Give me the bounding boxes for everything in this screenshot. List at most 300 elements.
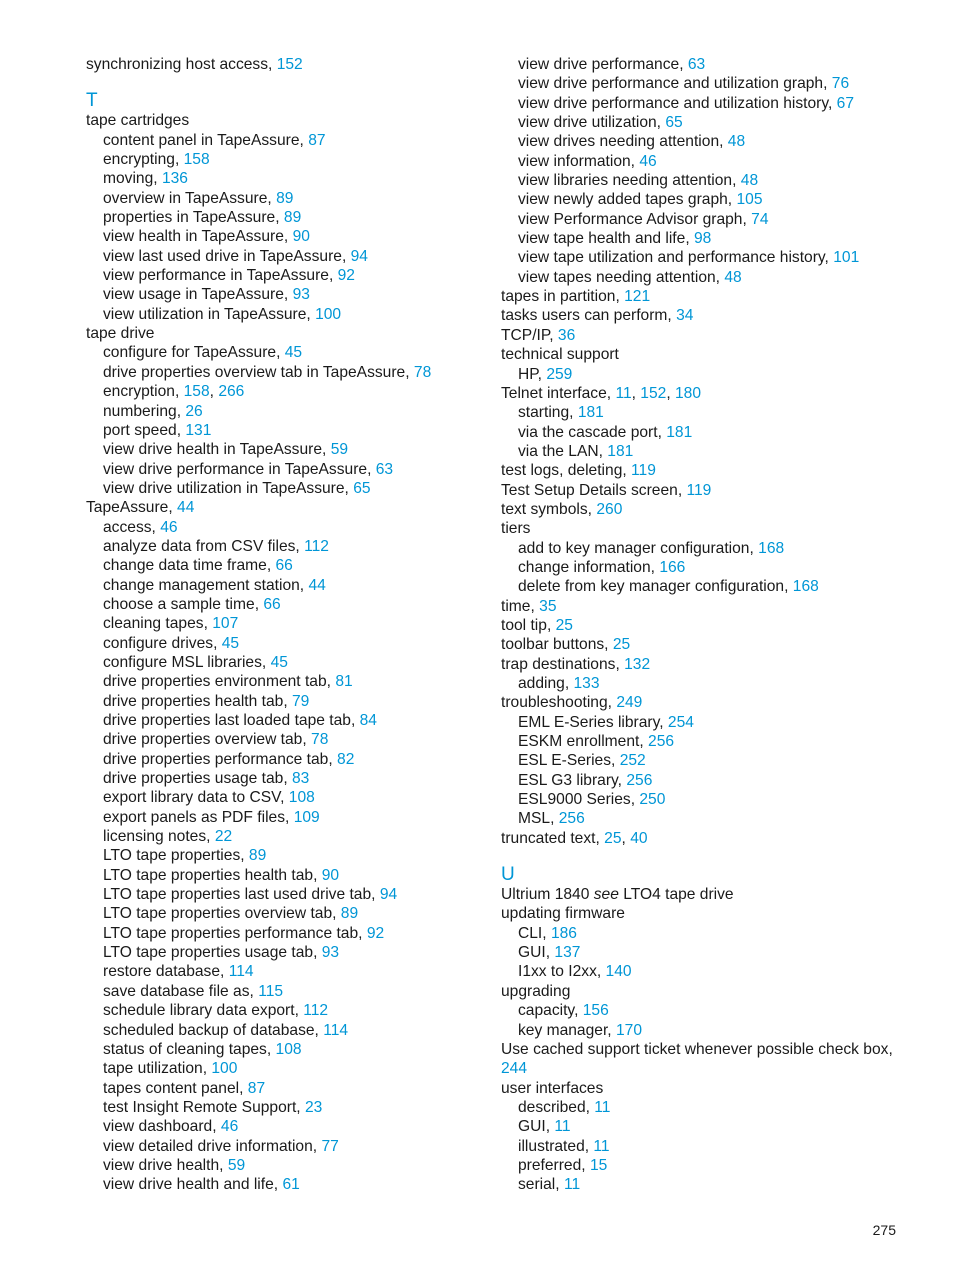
- page-link[interactable]: 112: [304, 537, 329, 555]
- index-entry: tapes content panel, 87: [103, 1079, 266, 1097]
- page-link[interactable]: 260: [596, 500, 623, 518]
- index-entry: LTO tape properties, 89: [103, 847, 267, 865]
- index-entry: drive properties overview tab, 78: [103, 731, 329, 749]
- index-column-right: [501, 55, 901, 1195]
- index-entry: EML E-Series library, 254: [518, 713, 694, 731]
- page-link[interactable]: 92: [366, 924, 385, 942]
- page-link[interactable]: 81: [335, 673, 353, 691]
- page-link[interactable]: 166: [659, 558, 686, 576]
- page-link[interactable]: 109: [293, 808, 320, 826]
- page-link[interactable]: 98: [694, 230, 712, 248]
- index-entry: numbering, 26: [103, 402, 203, 420]
- index-entry: troubleshooting, 249: [501, 694, 643, 712]
- index-term: encrypting: [103, 151, 175, 169]
- index-term: LTO tape properties usage tab: [103, 944, 314, 962]
- index-term: content panel in TapeAssure: [103, 131, 300, 149]
- index-term: described: [518, 1098, 586, 1116]
- page-link[interactable]: 152: [276, 56, 303, 73]
- index-term: view drive performance and utilization graph: [518, 75, 824, 93]
- page-link[interactable]: 89: [276, 189, 294, 207]
- page-link[interactable]: 11: [593, 1137, 610, 1155]
- page-link[interactable]: 170: [615, 1021, 642, 1039]
- index-term: overview in TapeAssure: [103, 189, 268, 207]
- index-term: view drives needing attention: [518, 133, 720, 151]
- page-link[interactable]: 78: [311, 731, 329, 749]
- index-term: GUI: [518, 1118, 546, 1136]
- index-term: configure drives: [103, 634, 214, 652]
- page-link[interactable]: 89: [248, 847, 267, 865]
- page-link[interactable]: 34: [676, 307, 694, 325]
- index-entry: LTO tape properties usage tab, 93: [103, 944, 340, 962]
- index-term: Ultrium 1840: [501, 886, 594, 904]
- index-entry: change management station, 44: [103, 576, 326, 594]
- page-link[interactable]: 11: [615, 384, 632, 402]
- index-entry: encryption, 158, 266: [103, 383, 245, 401]
- index-entry: configure MSL libraries, 45: [103, 653, 288, 671]
- page-link[interactable]: 90: [321, 866, 340, 884]
- index-entry: schedule library data export, 112: [103, 1002, 329, 1020]
- page-link[interactable]: 168: [758, 539, 785, 557]
- index-term: LTO tape properties last used drive tab: [103, 886, 372, 904]
- page-link[interactable]: 79: [291, 692, 310, 710]
- page-link[interactable]: 252: [619, 752, 646, 770]
- page-link[interactable]: 168: [792, 578, 819, 596]
- index-term: tape cartridges: [86, 112, 190, 130]
- index-entry: view performance in TapeAssure, 92: [103, 267, 355, 285]
- index-term: analyze data from CSV files: [103, 537, 296, 555]
- page-link[interactable]: 40: [630, 829, 648, 847]
- index-entry: drive properties last loaded tape tab, 84: [103, 712, 377, 729]
- index-entry: view drive utilization, 65: [518, 114, 683, 132]
- index-entry: change information, 166: [518, 558, 686, 576]
- page-link[interactable]: 158: [183, 383, 210, 401]
- page-link[interactable]: 59: [227, 1156, 246, 1174]
- page-link[interactable]: 59: [330, 441, 349, 459]
- index-term: view libraries needing attention: [518, 172, 733, 190]
- index-entry: ESKM enrollment, 256: [518, 733, 675, 751]
- index-entry: MSL, 256: [518, 810, 585, 828]
- page-link[interactable]: 254: [667, 713, 694, 731]
- index-term: view drive utilization in TapeAssure: [103, 479, 345, 497]
- index-term: updating firmware: [501, 905, 625, 923]
- index-entry: view drive health in TapeAssure, 59: [103, 441, 349, 459]
- page-link[interactable]: 259: [546, 365, 573, 383]
- index-entry: overview in TapeAssure, 89: [103, 189, 294, 207]
- page-link[interactable]: 256: [558, 810, 585, 828]
- index-term: preferred: [518, 1156, 582, 1174]
- index-term: LTO tape properties health tab: [103, 866, 314, 884]
- page-link[interactable]: 83: [291, 770, 310, 788]
- index-term: synchronizing host access: [86, 56, 269, 73]
- index-term: view usage in TapeAssure: [103, 286, 284, 304]
- index-term: view detailed drive information: [103, 1137, 313, 1155]
- index-entry: [501, 904, 901, 923]
- index-term: view tapes needing attention: [518, 268, 716, 286]
- index-entry: cleaning tapes, 107: [103, 615, 239, 633]
- index-term: Use cached support ticket whenever possible check box: [501, 1040, 889, 1058]
- index-entry: GUI, 137: [518, 944, 581, 962]
- page-link[interactable]: 181: [607, 442, 634, 460]
- page-link[interactable]: 89: [340, 905, 359, 923]
- page-link[interactable]: 133: [573, 675, 600, 692]
- index-entry: choose a sample time, 66: [103, 595, 281, 613]
- page-link[interactable]: 25: [604, 829, 622, 847]
- index-entry: view newly added tapes graph, 105: [518, 191, 763, 209]
- index-term: truncated text: [501, 829, 596, 847]
- index-term: HP: [518, 365, 538, 383]
- page-link[interactable]: 121: [624, 288, 651, 306]
- page-link[interactable]: 48: [740, 172, 759, 190]
- page-link[interactable]: 119: [686, 481, 712, 499]
- index-term: view last used drive in TapeAssure: [103, 247, 342, 265]
- index-entry: view utilization in TapeAssure, 100: [103, 305, 342, 323]
- page-link[interactable]: 112: [303, 1002, 329, 1020]
- index-term: illustrated: [518, 1137, 585, 1155]
- page-link[interactable]: 63: [375, 460, 394, 478]
- page-link[interactable]: 25: [555, 616, 573, 634]
- index-term: change information: [518, 558, 651, 576]
- index-term: view performance in TapeAssure: [103, 267, 329, 285]
- page-link[interactable]: 11: [594, 1098, 611, 1116]
- index-term: tapes in partition: [501, 288, 616, 306]
- page-link[interactable]: 115: [258, 982, 284, 1000]
- page-link[interactable]: 89: [283, 209, 302, 227]
- page-link[interactable]: 48: [727, 133, 746, 151]
- page-link[interactable]: 93: [292, 286, 310, 304]
- index-term: choose a sample time: [103, 595, 255, 613]
- index-term: toolbar buttons: [501, 636, 605, 654]
- index-term: tape utilization: [103, 1060, 203, 1078]
- index-term: delete from key manager configuration: [518, 578, 785, 596]
- index-term: configure for TapeAssure: [103, 344, 277, 362]
- page-link[interactable]: 249: [616, 694, 643, 712]
- index-entry: encrypting, 158: [103, 151, 210, 169]
- index-term: drive properties overview tab in TapeAssure: [103, 363, 406, 381]
- page-link[interactable]: 244: [501, 1060, 528, 1078]
- index-entry: view health in TapeAssure, 90: [103, 228, 310, 246]
- index-entry: [86, 111, 486, 130]
- page-link[interactable]: 61: [282, 1176, 300, 1194]
- page-link[interactable]: 180: [675, 384, 702, 402]
- index-entry: LTO tape properties performance tab, 92: [103, 924, 385, 942]
- index-entry: ESL G3 library, 256: [518, 771, 653, 789]
- index-entry: serial, 11: [518, 1176, 581, 1194]
- page-link[interactable]: 22: [214, 828, 233, 846]
- index-entry: view last used drive in TapeAssure, 94: [103, 247, 368, 265]
- index-term: key manager: [518, 1021, 608, 1039]
- page-link[interactable]: 82: [337, 750, 355, 768]
- page-link[interactable]: 119: [631, 462, 656, 480]
- index-term: I1xx to I2xx: [518, 963, 597, 981]
- index-term: restore database: [103, 963, 221, 981]
- index-term: view drive performance and utilization history: [518, 94, 828, 112]
- page-link[interactable]: 44: [308, 576, 326, 594]
- page-link[interactable]: 46: [220, 1118, 239, 1136]
- index-term: encryption: [103, 383, 175, 401]
- index-entry: view drive performance and utilization history, 67: [518, 94, 855, 112]
- page-link[interactable]: 48: [724, 268, 742, 286]
- index-entry: view drive health, 59: [103, 1156, 246, 1174]
- index-entry: TCP/IP, 36: [501, 326, 576, 344]
- index-entry: status of cleaning tapes, 108: [103, 1040, 302, 1058]
- page-link[interactable]: 87: [247, 1079, 266, 1097]
- index-term: CLI: [518, 924, 543, 942]
- page-link[interactable]: 92: [337, 267, 355, 285]
- page-link[interactable]: 107: [212, 615, 239, 633]
- page-link[interactable]: 93: [321, 944, 340, 962]
- index-entry: properties in TapeAssure, 89: [103, 209, 302, 227]
- index-term: save database file as: [103, 982, 250, 1000]
- index-entry: configure for TapeAssure, 45: [103, 344, 303, 362]
- page-number: 275: [872, 1222, 896, 1238]
- page-link[interactable]: 140: [605, 963, 632, 981]
- index-entry: preferred, 15: [518, 1156, 608, 1174]
- index-entry: truncated text, 25, 40: [501, 829, 648, 847]
- index-term: export panels as PDF files: [103, 808, 286, 826]
- index-entry: synchronizing host access, 152: [86, 56, 303, 73]
- page-link[interactable]: 114: [323, 1021, 349, 1039]
- index-term: drive properties health tab: [103, 692, 284, 710]
- page-link[interactable]: 78: [413, 363, 432, 381]
- page-link[interactable]: 108: [275, 1040, 302, 1058]
- page-link[interactable]: 90: [292, 228, 310, 246]
- page-link[interactable]: 181: [577, 404, 604, 422]
- index-term: ESL9000 Series: [518, 791, 631, 809]
- index-term: view drive health in TapeAssure: [103, 441, 323, 459]
- index-entry: [501, 885, 901, 904]
- page-link[interactable]: 156: [582, 1002, 609, 1020]
- page-link[interactable]: 186: [550, 924, 577, 942]
- page-link[interactable]: 46: [639, 152, 657, 170]
- index-term: trap destinations: [501, 655, 616, 673]
- index-entry: [501, 519, 901, 538]
- index-entry: view drive health and life, 61: [103, 1176, 300, 1194]
- index-entry: adding, 133: [518, 675, 600, 692]
- index-term: configure MSL libraries: [103, 653, 262, 671]
- index-entry: tape utilization, 100: [103, 1060, 238, 1078]
- page-link[interactable]: 36: [557, 326, 576, 344]
- page-link[interactable]: 76: [831, 75, 850, 93]
- index-entry: view information, 46: [518, 152, 657, 170]
- index-entry: restore database, 114: [103, 963, 254, 981]
- index-term: view utilization in TapeAssure: [103, 305, 307, 323]
- index-entry: LTO tape properties health tab, 90: [103, 866, 340, 884]
- index-entry: via the LAN, 181: [518, 442, 634, 460]
- index-entry: view drive performance and utilization graph, 76: [518, 75, 850, 93]
- page-link[interactable]: 66: [263, 595, 281, 613]
- page-link[interactable]: 63: [687, 56, 706, 73]
- index-term: drive properties overview tab: [103, 731, 303, 749]
- index-entry: LTO tape properties overview tab, 89: [103, 905, 359, 923]
- index-term: view drive health: [103, 1156, 220, 1174]
- index-term: LTO tape properties performance tab: [103, 924, 359, 942]
- index-entry: drive properties health tab, 79: [103, 692, 310, 710]
- index-term: ESKM enrollment: [518, 733, 640, 751]
- index-entry: view tape utilization and performance history, 101: [518, 249, 860, 267]
- page-link[interactable]: 94: [350, 247, 368, 265]
- page-link[interactable]: 266: [218, 383, 245, 401]
- page-link[interactable]: 26: [185, 402, 203, 420]
- index-entry: test Insight Remote Support, 23: [103, 1098, 323, 1116]
- page-link[interactable]: 44: [177, 499, 195, 517]
- index-entry: licensing notes, 22: [103, 828, 233, 846]
- index-entry: change data time frame, 66: [103, 557, 293, 575]
- index-term: ESL G3 library: [518, 771, 618, 789]
- page-link[interactable]: 100: [315, 305, 342, 323]
- index-entry: view detailed drive information, 77: [103, 1137, 339, 1155]
- index-entry: [86, 324, 486, 343]
- index-entry: Use cached support ticket whenever possible check box, 244: [501, 1040, 893, 1078]
- index-entry: trap destinations, 132: [501, 655, 651, 673]
- index-entry: Test Setup Details screen, 119: [501, 481, 712, 499]
- page-link[interactable]: 108: [288, 789, 315, 807]
- page-link[interactable]: 15: [589, 1156, 608, 1174]
- page-link[interactable]: 65: [665, 114, 683, 132]
- index-term: tool tip: [501, 616, 547, 634]
- page-link[interactable]: 114: [228, 963, 254, 981]
- index-entry: export panels as PDF files, 109: [103, 808, 320, 826]
- page-link[interactable]: 45: [221, 634, 240, 652]
- index-term: moving: [103, 170, 154, 188]
- index-entry: view tape health and life, 98: [518, 230, 712, 248]
- index-term: drive properties environment tab: [103, 673, 327, 691]
- index-term: MSL: [518, 810, 551, 828]
- index-entry: toolbar buttons, 25: [501, 636, 631, 654]
- page-link[interactable]: 256: [626, 771, 653, 789]
- page-link[interactable]: 23: [304, 1098, 323, 1116]
- index-term: change management station: [103, 576, 300, 594]
- index-term: LTO tape properties overview tab: [103, 905, 333, 923]
- page-link[interactable]: 158: [183, 151, 210, 169]
- index-entry: drive properties performance tab, 82: [103, 750, 355, 768]
- index-term: change data time frame: [103, 557, 267, 575]
- index-entry: scheduled backup of database, 114: [103, 1021, 349, 1039]
- page-link[interactable]: 45: [284, 344, 303, 362]
- index-section-letter: T: [86, 90, 98, 112]
- index-entry: [501, 345, 901, 364]
- index-term: properties in TapeAssure: [103, 209, 276, 227]
- page-link[interactable]: 256: [648, 733, 675, 751]
- index-entry: access, 46: [103, 518, 178, 536]
- index-entry: via the cascade port, 181: [518, 423, 693, 441]
- index-term: capacity: [518, 1002, 575, 1020]
- index-entry: view usage in TapeAssure, 93: [103, 286, 310, 304]
- page-link[interactable]: 45: [270, 653, 288, 671]
- page-link[interactable]: 131: [185, 421, 212, 439]
- page-link[interactable]: 77: [321, 1137, 339, 1155]
- page-link[interactable]: 25: [612, 636, 631, 654]
- index-term: access: [103, 518, 152, 536]
- page-link[interactable]: 152: [640, 384, 667, 402]
- page-link[interactable]: 74: [751, 210, 769, 228]
- index-term: view drive utilization: [518, 114, 657, 132]
- page-link[interactable]: 132: [624, 655, 651, 673]
- index-entry: view tapes needing attention, 48: [518, 268, 742, 286]
- page-link[interactable]: 137: [554, 944, 581, 962]
- index-term: via the cascade port: [518, 423, 658, 441]
- index-entry: capacity, 156: [518, 1002, 609, 1020]
- index-term: drive properties usage tab: [103, 770, 284, 788]
- index-term: view drive health and life: [103, 1176, 274, 1194]
- index-term: view health in TapeAssure: [103, 228, 284, 246]
- index-entry: drive properties overview tab in TapeAssure, 78: [103, 363, 432, 381]
- index-entry: view drive utilization in TapeAssure, 65: [103, 479, 371, 497]
- index-term: port speed: [103, 421, 177, 439]
- index-entry: tapes in partition, 121: [501, 288, 651, 306]
- index-term: tasks users can perform: [501, 307, 668, 325]
- index-entry: configure drives, 45: [103, 634, 240, 652]
- index-entry: described, 11: [518, 1098, 611, 1116]
- page-link[interactable]: 136: [161, 170, 188, 188]
- index-entry: delete from key manager configuration, 168: [518, 578, 819, 596]
- index-entry: tasks users can perform, 34: [501, 307, 694, 325]
- page-link[interactable]: 67: [836, 94, 855, 112]
- page-link[interactable]: 11: [554, 1118, 571, 1136]
- index-term: view tape health and life: [518, 230, 686, 248]
- page-link[interactable]: 101: [833, 249, 860, 267]
- page-link[interactable]: 84: [359, 712, 377, 729]
- page-link[interactable]: 35: [539, 597, 557, 615]
- index-entry: view drives needing attention, 48: [518, 133, 746, 151]
- page-link[interactable]: 65: [353, 479, 371, 497]
- index-entry: content panel in TapeAssure, 87: [103, 131, 326, 149]
- page-link[interactable]: 181: [666, 423, 693, 441]
- index-entry: TapeAssure, 44: [86, 499, 195, 517]
- index-entry: time, 35: [501, 597, 557, 615]
- index-entry: view drive performance, 63: [518, 56, 706, 73]
- page-link[interactable]: 66: [275, 557, 293, 575]
- index-entry: starting, 181: [518, 404, 604, 422]
- index-term: view drive performance in TapeAssure: [103, 460, 368, 478]
- index-term: drive properties last loaded tape tab: [103, 712, 351, 729]
- index-term: drive properties performance tab: [103, 750, 329, 768]
- index-term: view newly added tapes graph: [518, 191, 728, 209]
- index-term: add to key manager configuration: [518, 539, 750, 557]
- index-entry: text symbols, 260: [501, 500, 623, 518]
- index-entry: CLI, 186: [518, 924, 577, 942]
- page-link[interactable]: 94: [379, 886, 398, 904]
- index-term: technical support: [501, 346, 619, 364]
- page-link[interactable]: 100: [211, 1060, 238, 1078]
- index-entry: view Performance Advisor graph, 74: [518, 210, 769, 228]
- index-entry: LTO tape properties last used drive tab, 94: [103, 886, 398, 904]
- index-term: view drive performance: [518, 56, 680, 73]
- index-term: time: [501, 597, 531, 615]
- index-term: export library data to CSV: [103, 789, 281, 807]
- index-term: user interfaces: [501, 1079, 604, 1097]
- index-entry: analyze data from CSV files, 112: [103, 537, 329, 555]
- index-entry: test logs, deleting, 119: [501, 462, 656, 480]
- index-term: GUI: [518, 944, 546, 962]
- index-term: Telnet interface: [501, 384, 607, 402]
- index-term: adding: [518, 675, 565, 692]
- index-entry: illustrated, 11: [518, 1137, 610, 1155]
- index-term: TapeAssure: [86, 499, 169, 517]
- index-entry: key manager, 170: [518, 1021, 642, 1039]
- see-reference-word: see: [593, 886, 619, 904]
- page-link[interactable]: 87: [308, 131, 326, 149]
- index-entry: drive properties environment tab, 81: [103, 673, 353, 691]
- page-link[interactable]: 11: [563, 1176, 581, 1194]
- index-term: schedule library data export: [103, 1002, 295, 1020]
- index-term: troubleshooting: [501, 694, 608, 712]
- index-entry: [501, 982, 901, 1001]
- page-link[interactable]: 105: [736, 191, 763, 209]
- page-link[interactable]: 46: [160, 518, 178, 536]
- index-entry: save database file as, 115: [103, 982, 284, 1000]
- index-term: test Insight Remote Support: [103, 1098, 297, 1116]
- page-link[interactable]: 250: [639, 791, 666, 809]
